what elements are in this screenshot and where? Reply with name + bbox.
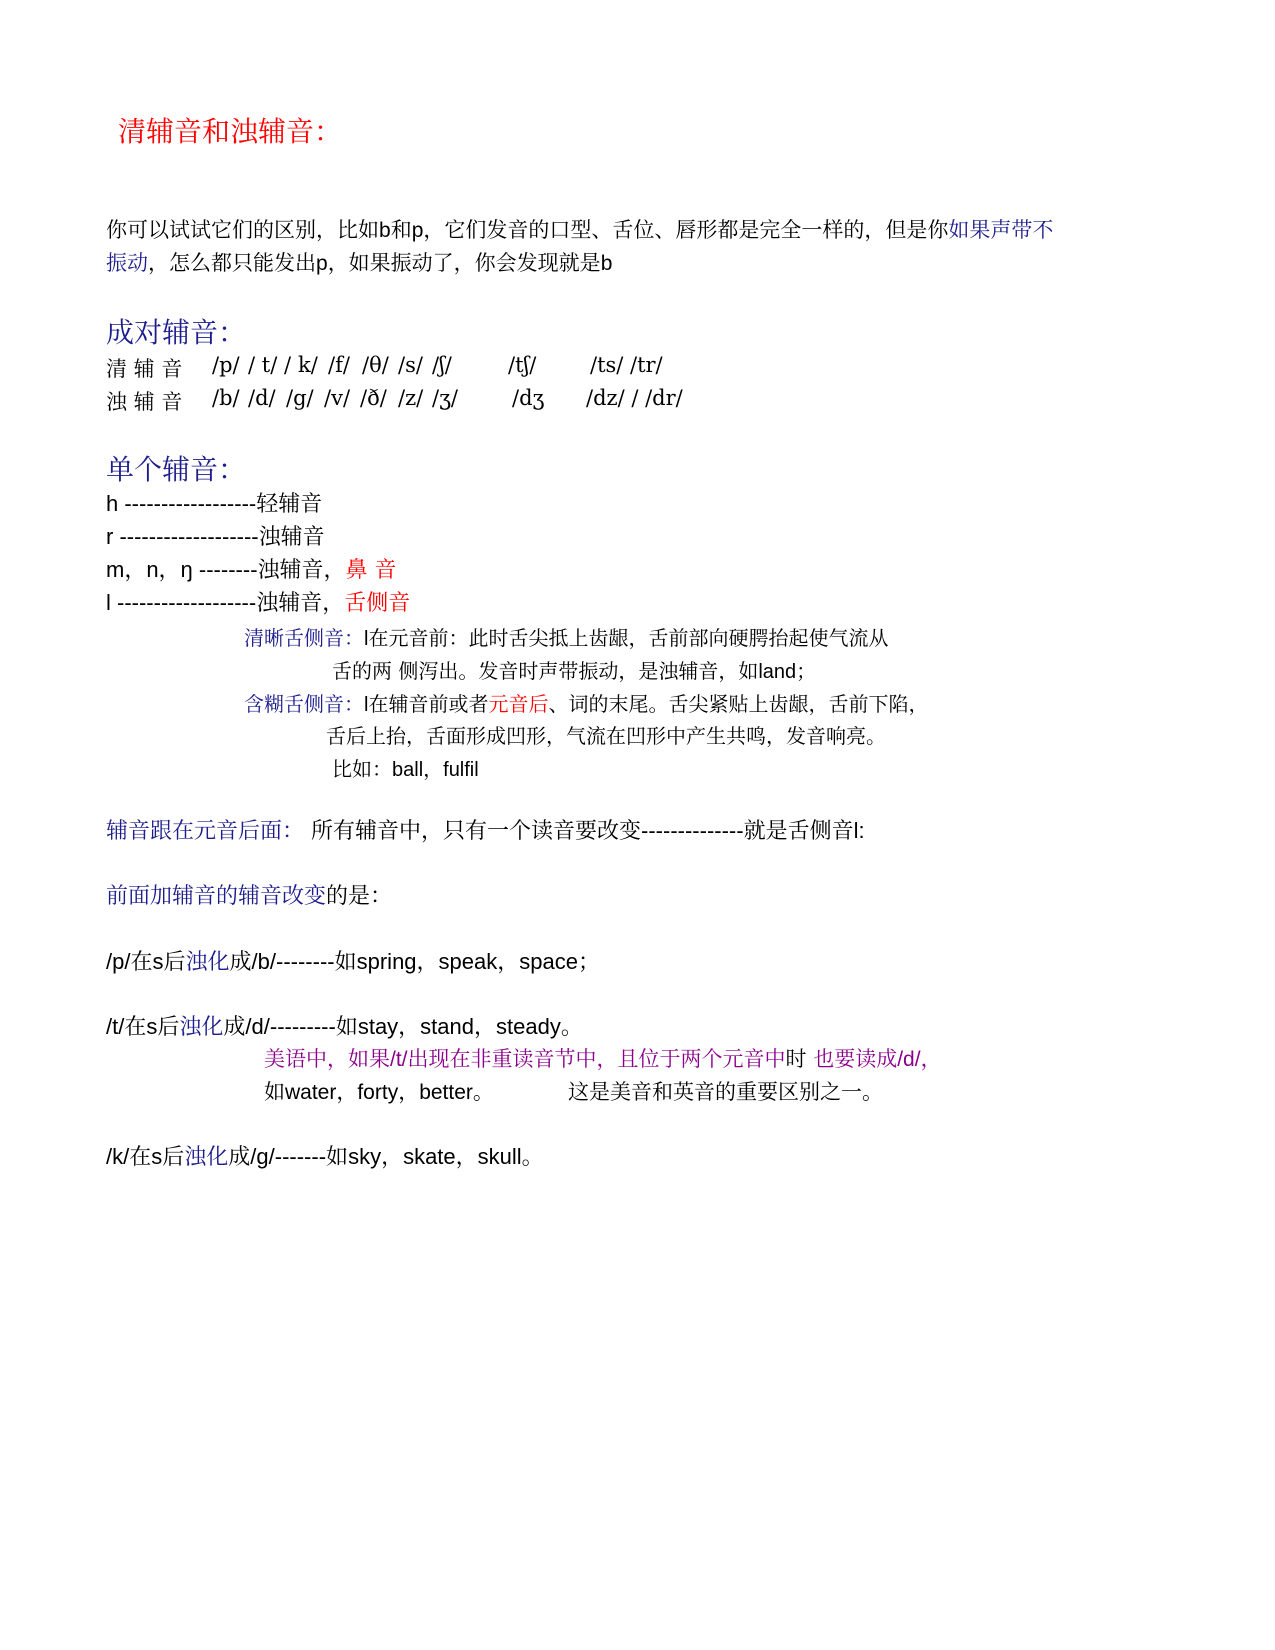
single-row-extra: 鼻 音 — [345, 558, 397, 583]
clear-lateral-text: 在元音前：此时舌尖抵上齿龈，舌前部向硬腭抬起使气流从 — [368, 626, 889, 650]
single-row — [106, 586, 410, 617]
rule-text: 。 — [560, 1015, 583, 1040]
us-note-line-1 — [264, 1043, 942, 1073]
single-row — [106, 520, 325, 551]
rule-text: 在 — [130, 950, 153, 975]
after-vowel-text: l: — [853, 818, 865, 843]
single-row — [106, 553, 397, 584]
rule-text: 如 — [335, 1015, 358, 1040]
us-note-text: /d/ — [897, 1048, 921, 1071]
rule-text: s — [146, 1014, 158, 1039]
rule-text: 在 — [129, 1145, 152, 1170]
us-note-text: 出现在非重读音节中，且位于两个元音中 — [407, 1047, 786, 1071]
voiceless-symbol: k/ — [298, 353, 318, 377]
single-row — [106, 487, 322, 518]
us-note-line-2 — [264, 1076, 494, 1106]
voiceless-symbol: /tʃ/ — [508, 353, 537, 377]
rule-text: 成 — [229, 950, 252, 975]
rule-text: 后 — [162, 1145, 185, 1170]
rule-text: /p/ — [106, 949, 131, 974]
single-heading: 单个辅音： — [106, 453, 247, 486]
voiced-symbol: /dz/ / /dr/ — [586, 386, 683, 410]
after-vowel-text: 就是舌侧音 — [743, 819, 854, 844]
rule-text: spring，speak，space — [356, 949, 578, 974]
rule-text: 成 — [228, 1145, 251, 1170]
intro-text: ，怎么都只能发出 — [148, 251, 316, 275]
single-row-right: 轻辅音 — [256, 492, 323, 517]
voiceless-symbol: /ʃ/ — [432, 353, 452, 377]
rule-text: /t/ — [106, 1014, 125, 1039]
voiced-symbol: /d/ — [248, 386, 276, 410]
paired-heading: 成对辅音： — [106, 316, 247, 349]
us-note-text: water，forty，better — [285, 1081, 473, 1104]
rule-text: s — [152, 949, 164, 974]
voiceless-symbol: /θ/ — [362, 353, 389, 377]
rule-text: 后 — [163, 950, 186, 975]
intro-text: p — [411, 219, 424, 242]
voiced-label: 浊 辅 音 — [106, 390, 183, 414]
dark-lateral-highlight: 元音后 — [488, 692, 549, 716]
page-title: 清辅音和浊辅音： — [118, 115, 343, 148]
intro-text: 和 — [390, 218, 412, 242]
single-row-right: 浊辅音 — [258, 525, 325, 550]
dark-lateral-text: 、词的末尾。舌尖紧贴上齿龈，舌前下陷， — [548, 692, 929, 716]
rule-text: /d/--------- — [245, 1014, 336, 1039]
dark-lateral-text: 在辅音前或者 — [368, 692, 489, 716]
single-row-extra: 舌侧音 — [344, 591, 411, 616]
rule-text: /g/------- — [250, 1144, 327, 1169]
rule-line — [106, 1010, 583, 1041]
voiced-symbol: /ʒ/ — [432, 386, 459, 410]
intro-text: b — [600, 252, 613, 275]
clear-lateral-text: ； — [796, 659, 817, 683]
clear-lateral-text: land — [758, 661, 797, 683]
rule-highlight: 浊化 — [184, 1145, 229, 1170]
intro-highlight: 振动 — [106, 251, 148, 275]
single-row-right: 浊辅音， — [257, 558, 346, 583]
dark-lateral-text: ball，fulfil — [392, 759, 479, 781]
rule-text: /k/ — [106, 1144, 130, 1169]
voiceless-symbol: /p/ — [212, 353, 240, 377]
front-consonant-label: 前面加辅音的辅音改变 — [106, 884, 327, 909]
rule-line — [106, 1140, 544, 1171]
us-note-text: 。 — [472, 1080, 494, 1104]
clear-lateral-label: 清晰舌侧音： — [244, 626, 364, 650]
clear-lateral-line-2 — [332, 655, 816, 684]
rule-text: ； — [577, 950, 600, 975]
intro-text: ，它们发音的口型、舌位、唇形都是完全一样的，但是你 — [423, 218, 949, 242]
intro-line-1 — [106, 214, 1053, 244]
after-vowel-line — [106, 814, 865, 845]
rule-text: sky，skate，skull — [348, 1144, 522, 1169]
single-row-right: 浊辅音， — [256, 591, 345, 616]
dark-lateral-text: l — [364, 694, 369, 716]
voiceless-label: 清 辅 音 — [106, 357, 183, 381]
rule-highlight: 浊化 — [179, 1015, 224, 1040]
intro-highlight: 如果声带不 — [948, 218, 1054, 242]
clear-lateral-line-1 — [244, 622, 888, 651]
us-note-text: 时 — [785, 1047, 807, 1071]
after-vowel-text: -------------- — [641, 818, 744, 843]
rule-text: 。 — [521, 1145, 544, 1170]
dark-lateral-line-3 — [332, 753, 479, 782]
voiced-symbol: /v/ — [324, 386, 351, 410]
rule-text: 在 — [124, 1015, 147, 1040]
intro-line-2 — [106, 247, 612, 277]
rule-text: /b/-------- — [251, 949, 335, 974]
rule-text: stay，stand，steady — [357, 1014, 561, 1039]
single-row-left: m，n，ŋ -------- — [106, 557, 258, 582]
front-consonant-heading — [106, 879, 392, 910]
us-note-text: ， — [920, 1047, 942, 1071]
rule-text: 后 — [157, 1015, 180, 1040]
voiceless-symbol: /ts/ — [590, 353, 624, 377]
voiceless-symbol: /s/ — [398, 353, 423, 377]
rule-text: 如 — [334, 950, 357, 975]
rule-line — [106, 945, 600, 976]
voiced-symbol: /ð/ — [360, 386, 387, 410]
rule-highlight: 浊化 — [185, 950, 230, 975]
us-note-difference: 这是美音和英音的重要区别之一。 — [568, 1080, 883, 1104]
dark-lateral-label: 含糊舌侧音： — [244, 692, 364, 716]
rule-text: 如 — [326, 1145, 349, 1170]
front-consonant-tail: 的是： — [326, 884, 393, 909]
us-note-text: 美语中，如果 — [264, 1047, 390, 1071]
intro-text: ，如果振动了，你会发现就是 — [327, 251, 601, 275]
voiced-symbol: /g/ — [286, 386, 314, 410]
single-row-left: l ------------------- — [106, 590, 257, 615]
dark-lateral-text: 比如： — [332, 757, 392, 781]
after-vowel-text: 所有辅音中，只有一个读音要改变 — [304, 819, 642, 844]
us-note-text: 如 — [264, 1080, 285, 1104]
intro-text: p — [316, 252, 328, 275]
single-row-left: h ------------------ — [106, 491, 257, 516]
intro-text: 你可以试试它们的区别，比如 — [106, 218, 379, 242]
voiceless-symbol: / t/ / — [248, 353, 292, 377]
dark-lateral-line-2: 舌后上抬，舌面形成凹形，气流在凹形中产生共鸣，发音响亮。 — [326, 724, 886, 748]
rule-text: 成 — [223, 1015, 246, 1040]
voiceless-symbol: /tr/ — [630, 353, 663, 377]
dark-lateral-line-1 — [244, 688, 928, 717]
voiced-symbol: /b/ — [212, 386, 240, 410]
rule-text: s — [151, 1144, 163, 1169]
intro-text: b — [379, 219, 391, 242]
us-note-text: /t/ — [390, 1048, 408, 1071]
us-note-text: 也要读成 — [806, 1047, 898, 1071]
clear-lateral-text: 舌的两 侧泻出。发音时声带振动，是浊辅音，如 — [332, 659, 759, 683]
after-vowel-label: 辅音跟在元音后面： — [106, 819, 305, 844]
single-row-left: r ------------------- — [106, 524, 259, 549]
voiced-symbol: /dʒ — [512, 386, 545, 410]
voiceless-symbol: /f/ — [328, 353, 350, 377]
voiced-symbol: /z/ — [398, 386, 424, 410]
clear-lateral-text: l — [364, 628, 369, 650]
